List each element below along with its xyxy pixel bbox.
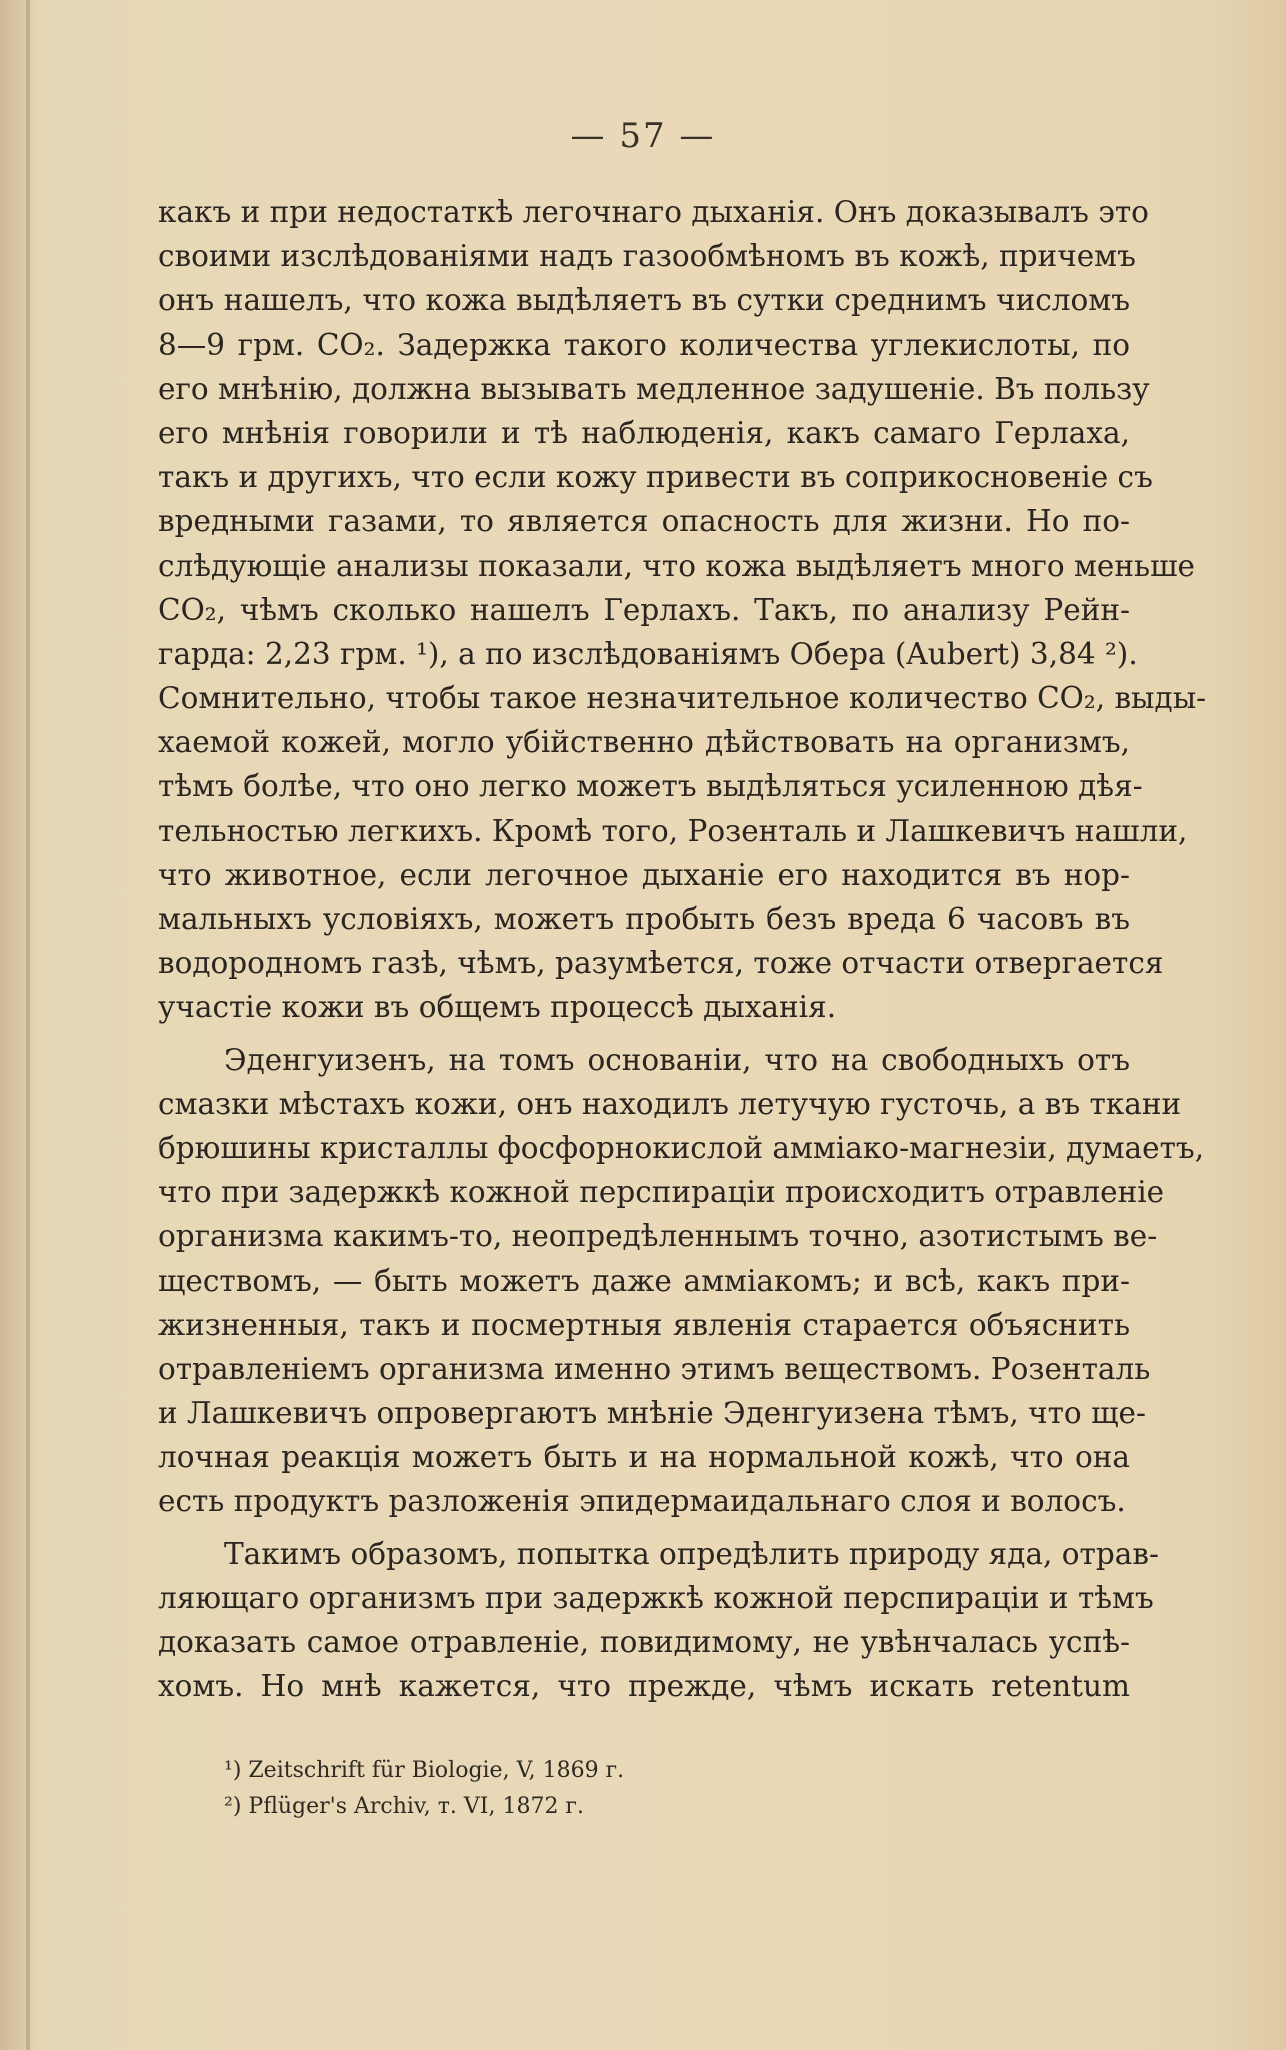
text-line: что животное, если легочное дыханіе его находится въ нор- <box>158 857 1130 892</box>
text-line: такъ и другихъ, что если кожу привести въ соприкосновеніе съ <box>158 460 1153 495</box>
text-line: онъ нашелъ, что кожа выдѣляетъ въ сутки среднимъ числомъ <box>158 283 1130 318</box>
text-line: мальныхъ условіяхъ, можетъ пробыть безъ вреда 6 часовъ въ <box>158 902 1130 936</box>
text-line: своими изслѣдованіями надъ газообмѣномъ въ кожѣ, причемъ <box>158 239 1136 274</box>
footnote: ¹) Zeitschrift für Biologie, V, 1869 г. <box>224 1758 625 1783</box>
text-line: его мнѣнію, должна вызывать медленное задушеніе. Въ пользу <box>158 371 1150 406</box>
text-line: брюшины кристаллы фосфорнокислой амміако-магнезіи, думаетъ, <box>158 1130 1205 1165</box>
text-line: хаемой кожей, могло убійственно дѣйствовать на организмъ, <box>158 725 1130 760</box>
text-line: лочная реакція можетъ быть и на нормальной кожѣ, что она <box>158 1440 1130 1475</box>
text-line: и Лашкевичъ опровергаютъ мнѣніе Эденгуизена тѣмъ, что ще- <box>158 1396 1146 1431</box>
text-line: вредными газами, то является опасность для жизни. Но по- <box>158 504 1130 539</box>
footnotes <box>224 1753 924 1825</box>
footnote: ²) Pflüger's Archiv, т. VI, 1872 г. <box>224 1794 584 1819</box>
text-line: ляющаго организмъ при задержкѣ кожной перспираціи и тѣмъ <box>158 1580 1154 1615</box>
text-line: ществомъ, — быть можетъ даже амміакомъ; и всѣ, какъ при- <box>158 1263 1130 1298</box>
text-line: гарда: 2,23 грм. ¹), а по изслѣдованіямъ Обера (Aubert) 3,84 ²). <box>158 636 1138 671</box>
text-line: 8—9 грм. CO₂. Задержка такого количества углекислоты, по <box>158 327 1130 362</box>
text-line: организма какимъ-то, неопредѣленнымъ точно, азотистымъ ве- <box>158 1219 1158 1254</box>
page-edge-shadow <box>26 0 30 2050</box>
text-line: есть продуктъ разложенія эпидермаидальнаго слоя и волосъ. <box>158 1484 1126 1519</box>
text-line: Такимъ образомъ, попытка опредѣлить природу яда, отрав- <box>224 1536 1159 1571</box>
text-line: доказать самое отравленіе, повидимому, не увѣнчалась успѣ- <box>158 1625 1130 1659</box>
body-text <box>158 190 1207 1708</box>
text-line: смазки мѣстахъ кожи, онъ находилъ летучую густочь, а въ ткани <box>158 1086 1182 1121</box>
text-line: тѣмъ болѣе, что оно легко можетъ выдѣляться усиленною дѣя- <box>158 769 1143 804</box>
text-line: хомъ. Но мнѣ кажется, что прежде, чѣмъ искать retentum <box>158 1669 1130 1704</box>
text-line: отравленіемъ организма именно этимъ веществомъ. Розенталь <box>158 1351 1151 1386</box>
text-line: слѣдующіе анализы показали, что кожа выдѣляетъ много меньше <box>158 548 1195 583</box>
text-line: что при задержкѣ кожной перспираціи происходитъ отравленіе <box>158 1175 1165 1210</box>
text-line: тельностью легкихъ. Кромѣ того, Розенталь и Лашкевичъ нашли, <box>158 813 1188 848</box>
text-line: Эденгуизенъ, на томъ основаніи, что на свободныхъ отъ <box>224 1042 1130 1077</box>
paragraph-gap <box>158 1030 1130 1038</box>
paragraph-gap <box>158 1524 1130 1532</box>
text-line: его мнѣнія говорили и тѣ наблюденія, какъ самаго Герлаха, <box>158 415 1130 450</box>
text-line: Сомнительно, чтобы такое незначительное количество CO₂, выды- <box>158 681 1207 716</box>
page-number: — 57 — <box>570 116 716 156</box>
text-line: водородномъ газѣ, чѣмъ, разумѣется, тоже отчасти отвергается <box>158 946 1164 981</box>
text-line: какъ и при недостаткѣ легочнаго дыханія. Онъ доказывалъ это <box>158 195 1149 229</box>
text-line: участіе кожи въ общемъ процессѣ дыханія. <box>158 990 837 1025</box>
text-line: жизненныя, такъ и посмертныя явленія старается объяснить <box>158 1307 1130 1342</box>
text-line: CO₂, чѣмъ сколько нашелъ Герлахъ. Такъ, по анализу Рейн- <box>158 592 1130 627</box>
